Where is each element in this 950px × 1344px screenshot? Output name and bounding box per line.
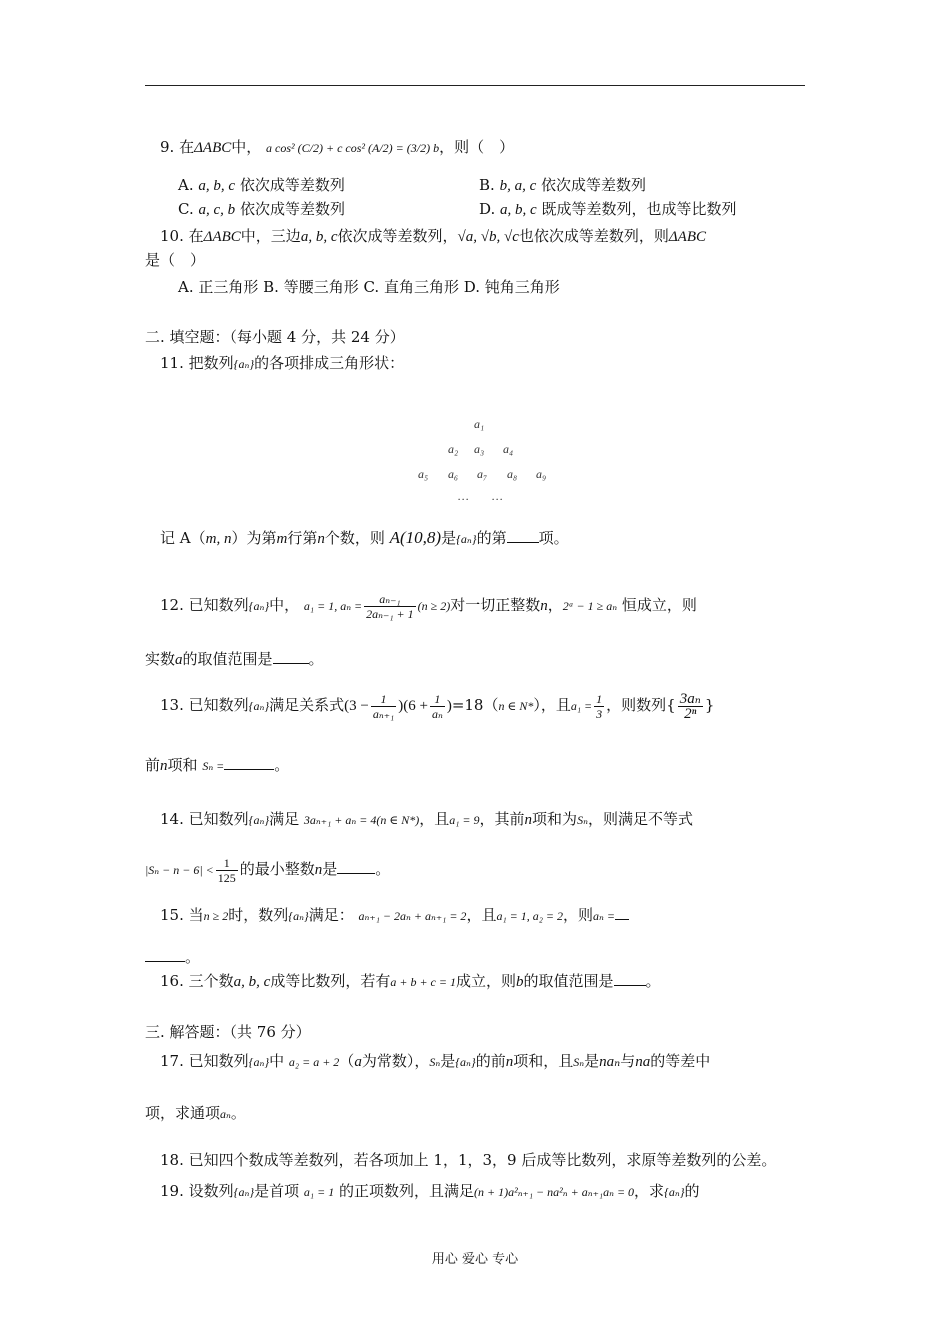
q18-stem — [160, 1149, 776, 1171]
q15-number: 15. — [160, 906, 184, 924]
q14-text: ，其前 — [479, 810, 525, 828]
q11-seq: {aₙ} — [233, 357, 255, 371]
tri-item: a₃ — [474, 442, 485, 456]
q9-number: 9. — [160, 138, 175, 156]
q14-text: 的最小整数 — [239, 860, 315, 878]
option-text: 既成等差数列，也成等比数列 — [541, 200, 737, 218]
option-vars: a, c, b — [198, 202, 236, 218]
answer-blank[interactable] — [224, 755, 274, 770]
q9-triangle: ΔABC — [194, 140, 232, 156]
q12-fraction — [364, 592, 415, 621]
frac-num: aₙ₋₁ — [364, 592, 415, 607]
q17-text: 项和，且 — [513, 1052, 574, 1070]
q14-rel: 3aₙ₊₁ + aₙ = 4(n ∈ N*) — [303, 813, 420, 827]
q15-init: a₁ = 1, a₂ = 2 — [496, 909, 563, 923]
q13-fraction — [371, 692, 396, 721]
q13-text: 满足关系式 — [269, 696, 345, 714]
q17-stem — [160, 1048, 710, 1075]
tri-item: a₁ — [474, 417, 485, 431]
q10-options-text: A. 正三角形 B. 等腰三角形 C. 直角三角形 D. 钝角三角形 — [178, 278, 560, 296]
q15-an: aₙ = — [593, 909, 615, 923]
q17-number: 17. — [160, 1052, 184, 1070]
q14-text: 满足 — [269, 810, 300, 828]
q15-text: ，且 — [466, 906, 497, 924]
answer-blank[interactable] — [273, 649, 309, 664]
q10-text: 中，三边 — [240, 227, 301, 245]
q17-an: aₙ — [220, 1107, 231, 1121]
q13-seq: {aₙ} — [248, 699, 270, 713]
q10-triangle: ΔABC — [668, 229, 707, 245]
q19-seq: {aₙ} — [233, 1185, 255, 1199]
frac-den: 3 — [596, 706, 603, 721]
q12-a: a — [175, 652, 183, 668]
q12-text: 中， — [269, 596, 300, 614]
q16-number: 16. — [160, 972, 184, 990]
q14-n: n — [524, 812, 533, 828]
q14-abs: |Sₙ − n − 6| < — [145, 863, 214, 877]
option-text: 依次成等差数列 — [541, 176, 647, 194]
q13-n: n — [160, 758, 168, 774]
frac-den: 125 — [217, 870, 236, 885]
q17-nan: naₙ — [599, 1054, 621, 1070]
q10-text: 在 — [188, 227, 204, 245]
q11-n: n — [317, 531, 325, 547]
answer-blank[interactable] — [507, 528, 539, 543]
section-2-title — [145, 326, 405, 348]
q17-question — [145, 1102, 246, 1125]
q14-seq: {aₙ} — [248, 813, 270, 827]
frac-den: aₙ — [431, 706, 443, 721]
q14-stem — [160, 806, 693, 833]
q15-text: 当 — [188, 906, 204, 924]
q13-cond: n ∈ N* — [498, 699, 534, 713]
q10-options[interactable] — [178, 276, 560, 298]
section-title: 二. 填空题：（每小题 4 分，共 24 分） — [145, 328, 405, 346]
q12-stem — [160, 590, 697, 621]
q17-sn: Sₙ — [429, 1055, 441, 1069]
page-footer — [0, 1248, 950, 1267]
q16-b: b — [515, 974, 524, 990]
q12-text: 已知数列 — [188, 596, 249, 614]
q11-question — [160, 527, 569, 550]
q13-expr: ) — [446, 698, 452, 714]
option-vars: a, b, c — [198, 178, 236, 194]
q19-text: 是首项 — [254, 1182, 300, 1200]
q14-question — [145, 854, 390, 885]
q15-seq: {aₙ} — [288, 909, 309, 923]
q16-stem — [160, 970, 661, 993]
q17-text: （ — [339, 1052, 355, 1070]
q14-text: 项和为 — [532, 810, 578, 828]
q9-option-d[interactable] — [479, 198, 737, 221]
q13-text: 项和 — [167, 756, 198, 774]
answer-blank[interactable] — [145, 947, 185, 962]
q19-text: 的 — [684, 1182, 700, 1200]
tri-item: a₅ — [418, 467, 429, 481]
tri-item: … — [492, 489, 503, 503]
section-3-title — [145, 1021, 311, 1043]
q11-text: 是 — [441, 529, 457, 547]
q12-text: 。 — [308, 650, 324, 668]
q13-fraction — [594, 692, 604, 721]
q19-text: 的正项数列，且满足 — [338, 1182, 474, 1200]
q15-text: ，则 — [563, 906, 594, 924]
option-label: A. — [178, 176, 194, 194]
q14-a1: a₁ = 9 — [449, 813, 480, 827]
tri-item: a₂ — [448, 442, 459, 456]
tri-item: a₆ — [448, 467, 459, 481]
q12-text: 实数 — [145, 650, 176, 668]
q11-m: m — [276, 531, 288, 547]
q19-a1: a₁ = 1 — [303, 1185, 335, 1199]
answer-blank[interactable] — [615, 905, 629, 920]
q17-text: 的等差中 — [650, 1052, 711, 1070]
frac-den: 2ⁿ — [684, 705, 697, 722]
q11-text: 行第 — [287, 529, 318, 547]
answer-blank[interactable] — [614, 971, 646, 986]
q17-a: a — [354, 1054, 362, 1070]
q17-seq: {aₙ} — [455, 1055, 476, 1069]
q13-text: ），且 — [533, 696, 571, 714]
q9-option-c[interactable] — [178, 198, 345, 221]
q14-text: ，且 — [419, 810, 450, 828]
q12-text: 对一切正整数 — [450, 596, 541, 614]
q12-n: n — [540, 598, 548, 614]
tri-item: a₇ — [477, 467, 488, 481]
tri-item: a₈ — [507, 467, 518, 481]
option-text: 依次成等差数列 — [239, 200, 345, 218]
q16-text: 。 — [645, 972, 661, 990]
q13-expr: )(6 + — [398, 698, 428, 714]
q16-text: 三个数 — [188, 972, 234, 990]
q15-text: 。 — [185, 948, 201, 966]
q17-text: 中 — [269, 1052, 285, 1070]
q14-sn: Sₙ — [577, 813, 588, 827]
q15-text: 时，数列 — [228, 906, 289, 924]
q10-stem — [160, 225, 706, 248]
q17-sn: Sₙ — [573, 1055, 585, 1069]
q12-text: 恒成立，则 — [621, 596, 697, 614]
q11-stem — [160, 352, 404, 375]
footer-text: 用心 爱心 专心 — [431, 1252, 519, 1267]
q12-number: 12. — [160, 596, 184, 614]
q10-text: 依次成等差数列， — [337, 227, 458, 245]
q18-number: 18. — [160, 1151, 184, 1169]
q14-text: 是 — [322, 860, 338, 878]
q10-number: 10. — [160, 227, 184, 245]
tri-item: a₉ — [536, 467, 547, 481]
q16-vars: a, b, c — [233, 974, 271, 990]
q11-A: A(10,8) — [389, 528, 442, 547]
q14-text: 已知数列 — [188, 810, 249, 828]
q15-question — [145, 946, 200, 968]
q14-text: 。 — [375, 860, 391, 878]
q17-text: 已知数列 — [188, 1052, 249, 1070]
q9-formula: a cos² (C/2) + c cos² (A/2) = (3/2) b — [266, 141, 440, 155]
q15-text: 满足： — [308, 906, 354, 924]
tri-item: a₄ — [503, 442, 514, 456]
tri-item: … — [458, 489, 469, 503]
q19-text: 设数列 — [188, 1182, 234, 1200]
q19-text: ，求 — [634, 1182, 665, 1200]
q12-ineq: 2ᵃ − 1 ≥ aₙ — [562, 599, 618, 613]
frac-den: 2aₙ₋₁ + 1 — [366, 606, 414, 621]
q13-sn: Sₙ = — [202, 759, 225, 773]
q17-text: 的前 — [475, 1052, 506, 1070]
q13-fraction — [430, 692, 445, 721]
q17-seq: {aₙ} — [248, 1055, 270, 1069]
frac-num: 1 — [430, 692, 445, 707]
header-rule — [145, 85, 805, 86]
q12-question — [145, 648, 324, 671]
q17-text: 项，求通项 — [145, 1104, 221, 1122]
option-label: C. — [178, 200, 194, 218]
q9-text: 在 — [179, 138, 195, 156]
q13-seq-fraction — [678, 692, 703, 721]
q11-text: 项。 — [538, 529, 569, 547]
frac-den: aₙ₊₁ — [372, 706, 395, 721]
q17-na: na — [635, 1054, 651, 1070]
q12-text: ， — [547, 596, 563, 614]
q19-seq: {aₙ} — [664, 1185, 685, 1199]
q17-a2: a₂ = a + 2 — [288, 1055, 340, 1069]
q11-text: 把数列 — [188, 354, 234, 372]
q13-stem: 13. 已知数列{aₙ}满足关系式(3 − $\frac{1}{\text{aₙ₊₁}}$ )(6 + $\frac{1}{\text{aₙ}}$ )=18（n ∈ N*），且a₁ = $\frac{1}{3}$ ，则数列{ $\frac{\text{3aₙ}}{\text{2ⁿ}}$ } — [160, 690, 715, 722]
q11-text: ）为第 — [231, 529, 277, 547]
q14-text: ，则满足不等式 — [587, 810, 693, 828]
option-label: D. — [479, 200, 496, 218]
q10-text: 是（ ） — [145, 251, 206, 269]
q14-number: 14. — [160, 810, 184, 828]
section-title: 三. 解答题：（共 76 分） — [145, 1023, 311, 1041]
q19-stem — [160, 1178, 700, 1205]
q10-roots: √a, √b, √c — [457, 229, 519, 245]
q11-text: 个数，则 — [324, 529, 385, 547]
q10-stem-cont — [145, 249, 205, 271]
q12-formula: a₁ = 1, aₙ = — [303, 599, 363, 613]
q12-text: 的取值范围是 — [182, 650, 273, 668]
q17-n: n — [505, 1054, 514, 1070]
q15-cond: n ≥ 2 — [203, 909, 229, 923]
option-vars: a, b, c — [500, 202, 537, 218]
q17-text: 是 — [584, 1052, 600, 1070]
q14-fraction — [216, 856, 238, 885]
q13-a1: a₁ = — [570, 699, 593, 713]
q9-stem — [160, 136, 514, 159]
q11-mn: m, n — [205, 531, 232, 547]
q11-text: 的第 — [476, 529, 507, 547]
q11-seq: {aₙ} — [456, 532, 477, 546]
q17-text: 与 — [620, 1052, 636, 1070]
q13-text: ，则数列 — [606, 696, 667, 714]
q17-text: 为常数）， — [361, 1052, 430, 1070]
q13-number: 13. — [160, 696, 184, 714]
q16-text: 的取值范围是 — [523, 972, 614, 990]
q10-triangle: ΔABC — [203, 229, 241, 245]
q15-stem — [160, 904, 629, 927]
q17-text: 是 — [440, 1052, 456, 1070]
q19-number: 19. — [160, 1182, 184, 1200]
q18-text: 已知四个数成等差数列，若各项加上 1，1，3，9 后成等比数列，求原等差数列的公差。 — [188, 1151, 777, 1169]
q16-text: 成等比数列，若有 — [270, 972, 391, 990]
q9-text: ，则（ ） — [439, 138, 515, 156]
q14-n: n — [314, 862, 323, 878]
q9-option-a[interactable] — [178, 174, 345, 197]
q12-seq: {aₙ} — [248, 599, 270, 613]
q13-text: =18（ — [451, 696, 499, 714]
q17-text: 。 — [230, 1104, 246, 1122]
q13-text: 前 — [145, 756, 161, 774]
q13-expr: (3 − — [344, 698, 369, 714]
frac-num: 1 — [371, 692, 396, 707]
frac-num: 3aₙ — [679, 690, 701, 707]
q9-option-b[interactable] — [479, 174, 646, 197]
q19-rel: (n + 1)a²ₙ₊₁ − na²ₙ + aₙ₊₁aₙ = 0 — [474, 1185, 635, 1199]
q9-text: 中， — [231, 138, 262, 156]
frac-num: 1 — [596, 691, 603, 706]
option-vars: b, a, c — [499, 178, 537, 194]
q11-text: 的各项排成三角形状： — [254, 354, 405, 372]
q16-cond: a + b + c = 1 — [390, 975, 456, 989]
q12-formula: (n ≥ 2) — [417, 599, 451, 613]
option-text: 依次成等差数列 — [239, 176, 345, 194]
q16-text: 成立，则 — [455, 972, 516, 990]
q10-vars: a, b, c — [300, 229, 338, 245]
q15-rel: aₙ₊₁ − 2aₙ + aₙ₊₁ = 2 — [358, 909, 467, 923]
q11-text: 记 A（ — [160, 529, 206, 547]
frac-num: 1 — [216, 856, 238, 871]
answer-blank[interactable] — [337, 859, 375, 874]
option-label: B. — [479, 176, 495, 194]
q13-text: 。 — [274, 756, 290, 774]
q13-text: 已知数列 — [188, 696, 249, 714]
q10-text: 也依次成等差数列，则 — [518, 227, 669, 245]
q13-question — [145, 754, 289, 777]
q11-number: 11. — [160, 354, 184, 372]
